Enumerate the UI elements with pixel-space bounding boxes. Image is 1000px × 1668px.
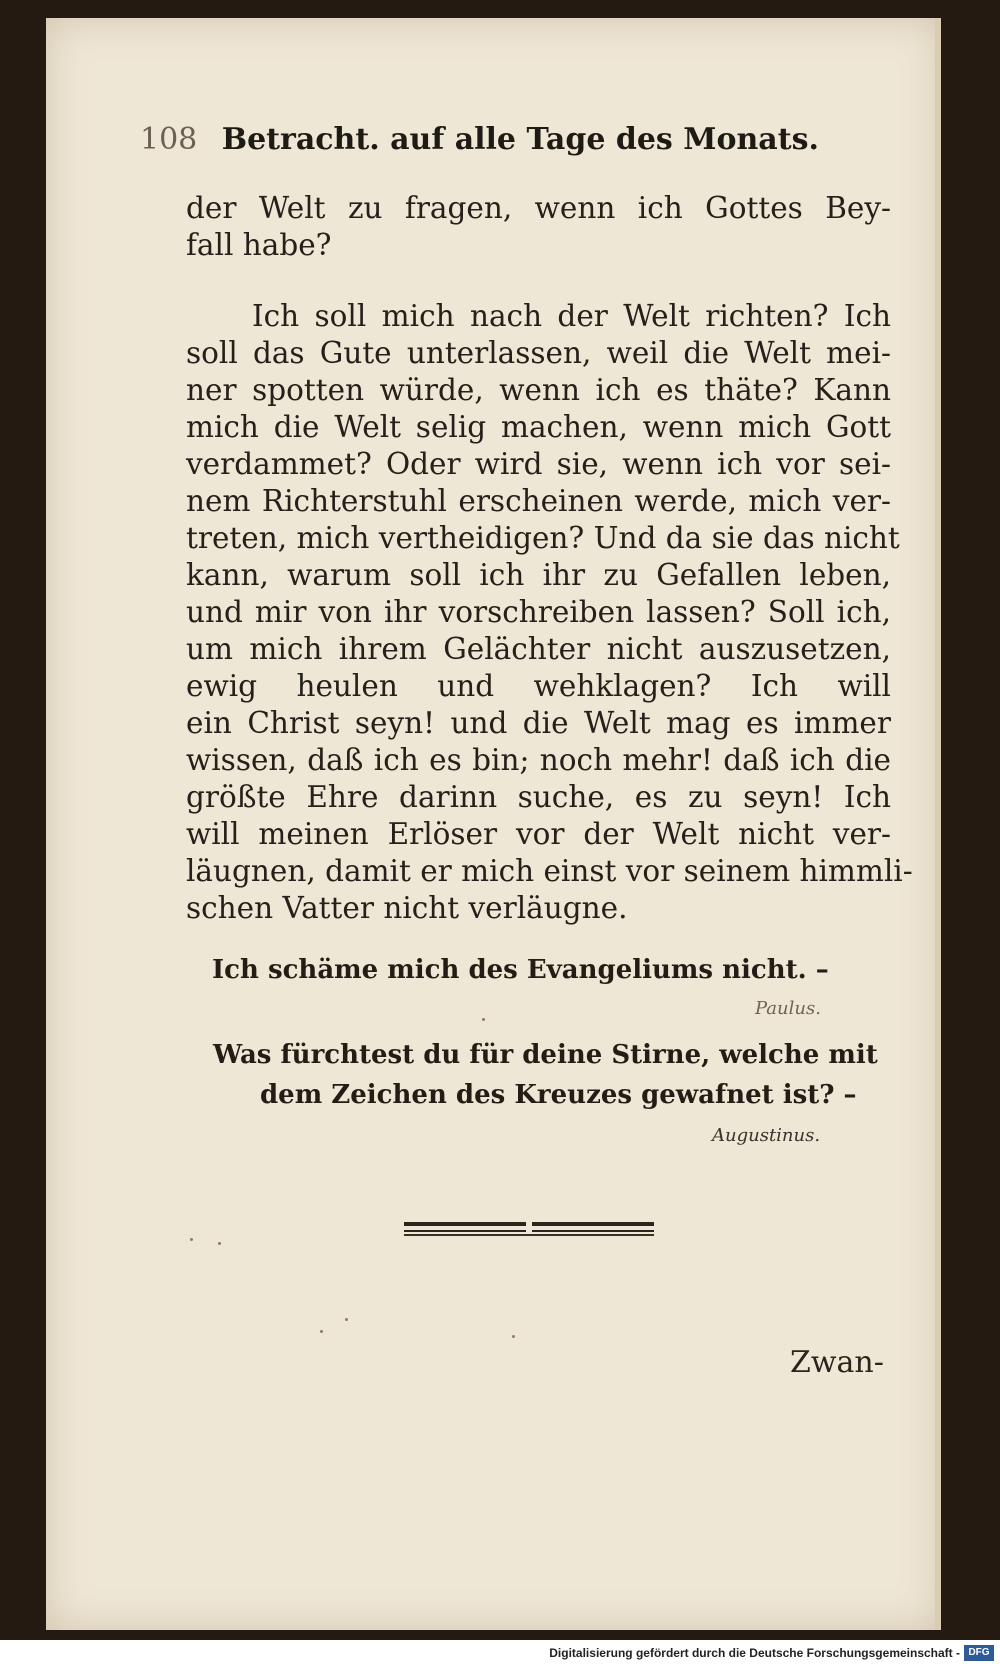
text-line: Ich soll mich nach der Welt richten? Ich (252, 299, 891, 333)
text-line: mich die Welt selig machen, wenn mich Gott (186, 410, 891, 444)
text-line: ein Christ seyn! und die Welt mag es immer (186, 706, 891, 740)
quote-author-augustinus: Augustinus. (712, 1125, 821, 1146)
paper-speck (345, 1318, 348, 1321)
paper-speck (190, 1238, 193, 1241)
text-line: will meinen Erlöser vor der Welt nicht ver- (186, 817, 891, 851)
text-line: wissen, daß ich es bin; noch mehr! daß ich die (186, 743, 891, 777)
paragraph-1 (186, 190, 891, 264)
text-line: treten, mich vertheidigen? Und da sie das nicht (186, 521, 900, 555)
text-line: nem Richterstuhl erscheinen werde, mich ver- (186, 484, 891, 518)
quote-author-paulus: Paulus. (755, 998, 821, 1019)
text-line: fall habe? (186, 228, 332, 262)
text-line: ewig heulen und wehklagen? Ich will (186, 669, 891, 703)
page-number: 108 (140, 122, 198, 157)
quote-paulus: Ich schäme mich des Evangeliums nicht. – (212, 955, 829, 985)
footer-bar (0, 1640, 1000, 1668)
paper-speck (320, 1330, 323, 1333)
text-line: läugnen, damit er mich einst vor seinem himmli- (186, 854, 913, 888)
text-line: größte Ehre darinn suche, es zu seyn! Ich (186, 780, 891, 814)
quote-augustinus-line-1: Was fürchtest du für deine Stirne, welche mit (213, 1040, 878, 1070)
text-line: der Welt zu fragen, wenn ich Gottes Bey- (186, 191, 891, 225)
paragraph-2 (186, 298, 913, 927)
funding-credit: Digitalisierung gefördert durch die Deutsche Forschungsgemeinschaft - (549, 1646, 960, 1660)
ornamental-rule (404, 1220, 654, 1238)
paper-speck (218, 1242, 221, 1245)
running-header (140, 122, 900, 157)
page-edge (935, 18, 941, 1630)
text-line: soll das Gute unterlassen, weil die Welt mei- (186, 336, 891, 370)
paper-speck (482, 1018, 485, 1021)
text-line: schen Vatter nicht verläugne. (186, 891, 628, 925)
body-text (186, 190, 913, 961)
text-line: und mir von ihr vorschreiben lassen? Soll ich, (186, 595, 891, 629)
paper-speck (512, 1335, 515, 1338)
text-line: ner spotten würde, wenn ich es thäte? Kann (186, 373, 891, 407)
text-line: verdammet? Oder wird sie, wenn ich vor sei- (186, 447, 891, 481)
dfg-logo: DFG (964, 1645, 994, 1661)
catchword: Zwan- (790, 1345, 884, 1380)
running-head-title: Betracht. auf alle Tage des Monats. (221, 122, 819, 157)
text-line: kann, warum soll ich ihr zu Gefallen leben, (186, 558, 891, 592)
text-line: um mich ihrem Gelächter nicht auszusetzen, (186, 632, 891, 666)
quote-augustinus-line-2: dem Zeichen des Kreuzes gewafnet ist? – (260, 1080, 857, 1110)
